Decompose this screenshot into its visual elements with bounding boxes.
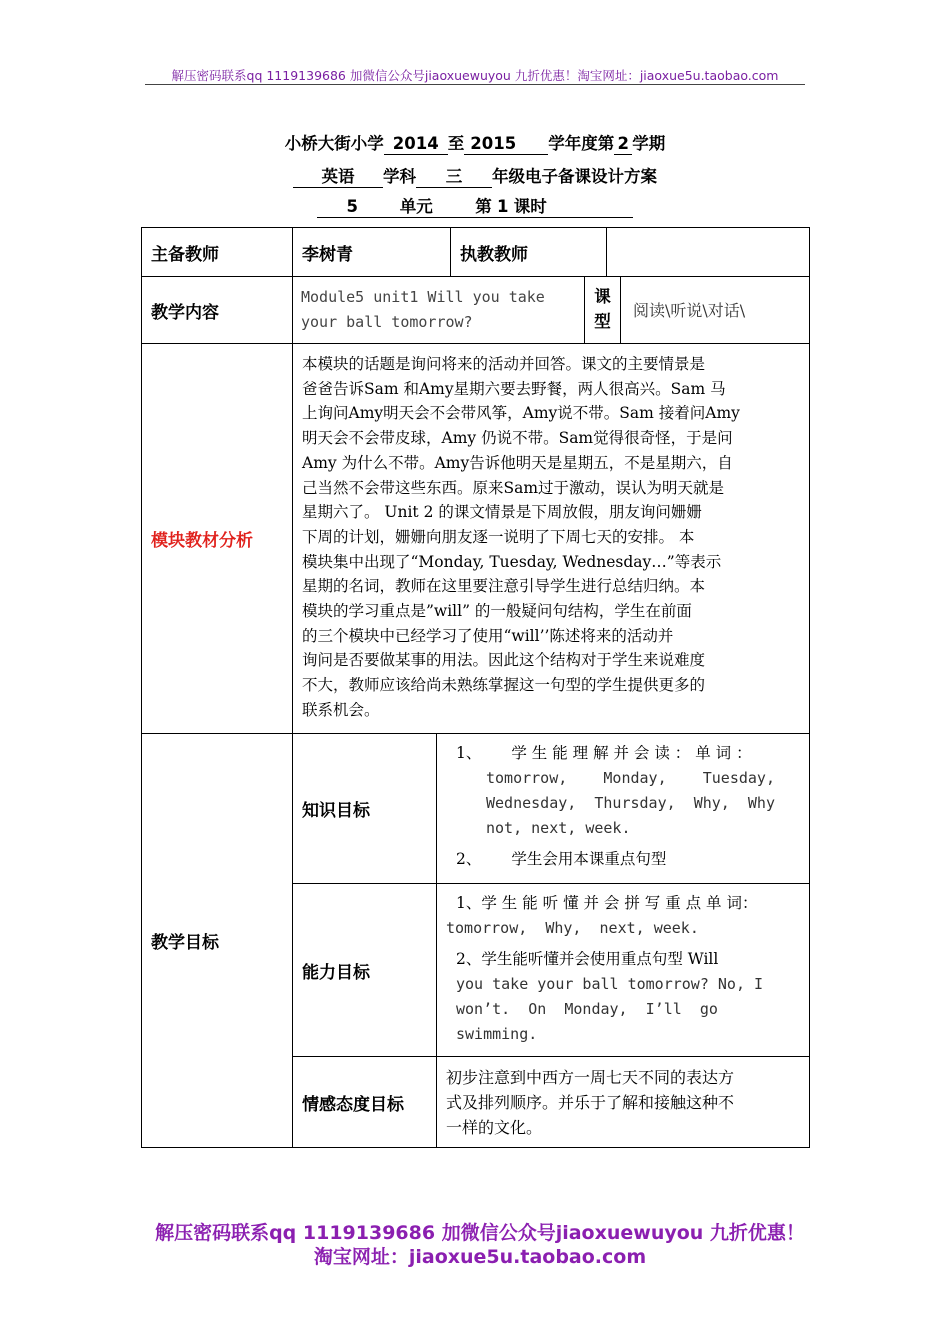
unit-number: 5 (317, 197, 387, 218)
teaching-content (301, 285, 581, 340)
footer-promo-line-1: 解压密码联系qq 1119139686 加微信公众号jiaoxuewuyou 九折优惠！ (155, 1222, 805, 1244)
exec-teacher-label: 执教教师 (460, 244, 528, 265)
analysis-line: 不大，教师应该给尚未熟练掌握这一句型的学生提供更多的 (302, 676, 706, 695)
grade-suffix: 年级电子备课设计方案 (492, 167, 657, 186)
content-label: 教学内容 (151, 302, 219, 323)
year-start: 2014 (384, 134, 448, 155)
content-line-1: Module5 unit1 Will you take (301, 288, 545, 306)
analysis-line: 明天会不会带皮球，Amy 仍说不带。Sam觉得很奇怪，于是问 (302, 429, 733, 448)
knowledge-goal-text: 1、 学 生 能 理 解 并 会 读 ： 单 词 ： tomorrow, Monday, Tuesday, Wednesday, Thursday, Why, Why not, next, week. 2、 学生会用本课重点句型 (456, 744, 775, 868)
main-teacher-name: 李树青 (302, 244, 353, 265)
knowledge-goal-label: 知识目标 (302, 801, 370, 821)
analysis-line: 模块集中出现了“Monday, Tuesday, Wednesday…”等表示 (302, 552, 722, 571)
exec-teacher-name (607, 228, 809, 276)
subject-suffix: 学科 (383, 167, 416, 186)
analysis-line: 下周的计划，姗姗向朋友逐一说明了下周七天的安排。 本 (302, 527, 695, 546)
footer-promo-line-2: 淘宝网址：jiaoxue5u.taobao.com (313, 1246, 647, 1268)
analysis-line: 己当然不会带这些东西。原来Sam过于激动，误认为明天就是 (302, 478, 725, 497)
year-end: 2015 (464, 134, 522, 155)
lesson-type-label: 课 型 (594, 287, 611, 331)
lesson-prefix: 第 (475, 197, 492, 216)
goals-label: 教学目标 (151, 933, 219, 953)
title-line-2 (140, 163, 810, 188)
header-promo: 解压密码联系qq 1119139686 加微信公众号jiaoxuewuyou 九折优惠！淘宝网址：jiaoxue5u.taobao.com (145, 66, 805, 85)
lesson-suffix: 课时 (513, 197, 547, 216)
analysis-line: 星期的名词，教师在这里要注意引导学生进行总结归纳。本 (302, 577, 706, 596)
analysis-line: 爸爸告诉Sam 和Amy星期六要去野餐，两人很高兴。Sam 马 (302, 379, 726, 398)
school-name: 小桥大街小学 (284, 134, 384, 153)
subject: 英语 (293, 167, 383, 188)
analysis-line: 星期六了。 Unit 2 的课文情景是下周放假，朋友询问姗姗 (302, 503, 702, 522)
analysis-line: 的三个模块中已经学习了使用“will’’陈述将来的活动并 (302, 626, 674, 645)
emotion-goal-label: 情感态度目标 (302, 1094, 404, 1115)
term: 2 (614, 134, 632, 155)
analysis-line: 本模块的话题是询问将来的活动并回答。课文的主要情景是 (302, 355, 706, 373)
unit-label: 单元 (387, 197, 445, 218)
analysis-label: 模块教材分析 (151, 531, 253, 551)
grade: 三 (416, 167, 492, 188)
year-suffix: 学年度第 (548, 134, 615, 153)
year-gap (522, 134, 548, 155)
analysis-line: Amy 为什么不带。Amy告诉他明天是星期五，不是星期六，自 (302, 453, 733, 472)
emotion-goal-text: 初步注意到中西方一周七天不同的表达方 式及排列顺序。并乐于了解和接触这种不 一样的文化。 (446, 1068, 735, 1137)
lesson-type-value: 阅读\听说\对话\ (633, 301, 746, 320)
analysis-text (302, 352, 802, 723)
analysis-line: 询问是否要做某事的用法。因此这个结构对于学生来说难度 (302, 651, 706, 670)
to-label: 至 (447, 134, 465, 153)
ability-goal-label: 能力目标 (302, 962, 370, 983)
content-line-2: your ball tomorrow? (301, 313, 473, 331)
title-line-1 (140, 130, 810, 155)
analysis-line: 联系机会。 (302, 700, 380, 719)
main-teacher-label: 主备教师 (151, 244, 219, 265)
lesson-number: 1 (492, 197, 514, 218)
analysis-line: 上询问Amy明天会不会带风筝，Amy说不带。Sam 接着问Amy (302, 404, 740, 423)
ability-goal-text: 1、学 生 能 听 懂 并 会 拼 写 重 点 单 词： tomorrow, Why, next, week. 2、学生能听懂并会使用重点句型 Will you take your ball tomorrow? No, I won’t. On Monday, I’ll go swimming. (446, 894, 764, 1043)
analysis-line: 模块的学习重点是”will” 的一般疑问句结构，学生在前面 (302, 602, 692, 621)
term-suffix: 学期 (632, 134, 666, 153)
title-line-3 (140, 197, 810, 218)
